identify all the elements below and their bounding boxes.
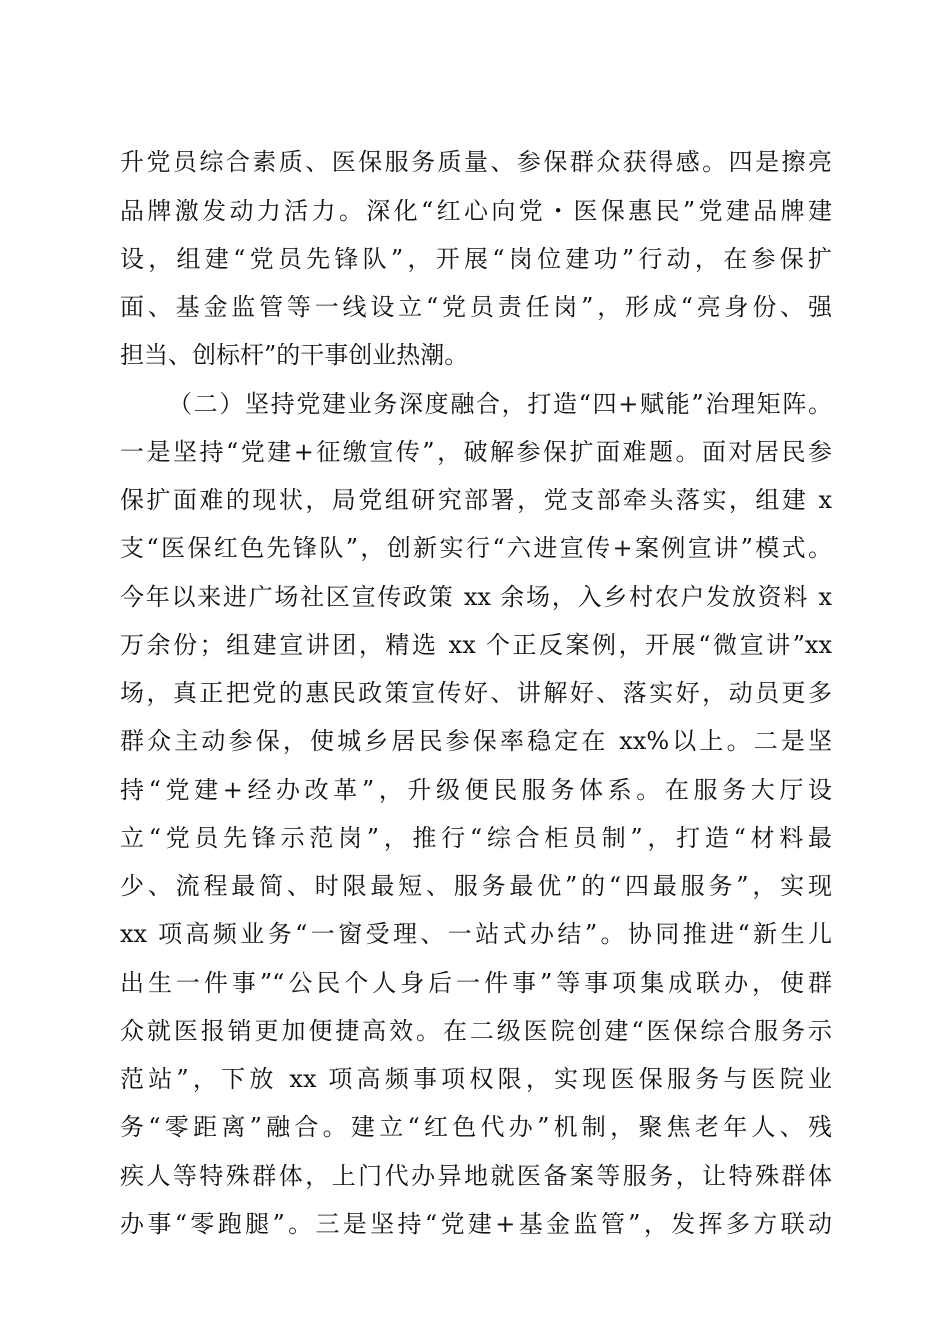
text-line: 万余份；组建宣讲团，精选 xx 个正反案例，开展“微宣讲”xx xyxy=(120,631,832,659)
section-heading: （二）坚持党建业务深度融合，打造“四+赋能”治理矩阵。 xyxy=(168,390,832,418)
text-line: 今年以来进广场社区宣传政策 xx 余场，入乡村农户发放资料 x xyxy=(120,583,832,611)
text-line: 设，组建“党员先锋队”，开展“岗位建功”行动，在参保扩 xyxy=(120,245,832,273)
text-line: 担当、创标杆”的干事创业热潮。 xyxy=(120,341,469,369)
text-line: 品牌激发动力活力。深化“红心向党・医保惠民”党建品牌建 xyxy=(120,197,832,225)
text-line: 持“党建+经办改革”，升级便民服务体系。在服务大厅设 xyxy=(120,776,832,804)
text-line: 群众主动参保，使城乡居民参保率稳定在 xx%以上。二是坚 xyxy=(120,727,832,755)
text-line: 保扩面难的现状，局党组研究部署，党支部牵头落实，组建 x xyxy=(120,486,832,514)
text-line: xx 项高频业务“一窗受理、一站式办结”。协同推进“新生儿 xyxy=(120,920,832,948)
text-line: 众就医报销更加便捷高效。在二级医院创建“医保综合服务示 xyxy=(120,1017,832,1045)
text-line: 出生一件事”“公民个人身后一件事”等事项集成联办，使群 xyxy=(120,969,832,997)
text-line: 一是坚持“党建+征缴宣传”，破解参保扩面难题。面对居民参 xyxy=(120,438,832,466)
text-line: 办事“零跑腿”。三是坚持“党建+基金监管”，发挥多方联动 xyxy=(120,1210,832,1238)
text-line: 务“零距离”融合。建立“红色代办”机制，聚焦老年人、残 xyxy=(120,1113,832,1141)
text-line: 疾人等特殊群体，上门代办异地就医备案等服务，让特殊群体 xyxy=(120,1162,832,1190)
text-line: 升党员综合素质、医保服务质量、参保群众获得感。四是擦亮 xyxy=(120,148,832,176)
text-line: 面、基金监管等一线设立“党员责任岗”，形成“亮身份、强 xyxy=(120,293,832,321)
text-line: 立“党员先锋示范岗”，推行“综合柜员制”，打造“材料最 xyxy=(120,824,832,852)
text-line: 范站”，下放 xx 项高频事项权限，实现医保服务与医院业 xyxy=(120,1065,832,1093)
text-line: 场，真正把党的惠民政策宣传好、讲解好、落实好，动员更多 xyxy=(120,679,832,707)
text-line: 少、流程最简、时限最短、服务最优”的“四最服务”，实现 xyxy=(120,872,832,900)
text-line: 支“医保红色先锋队”，创新实行“六进宣传+案例宣讲”模式。 xyxy=(120,534,832,562)
